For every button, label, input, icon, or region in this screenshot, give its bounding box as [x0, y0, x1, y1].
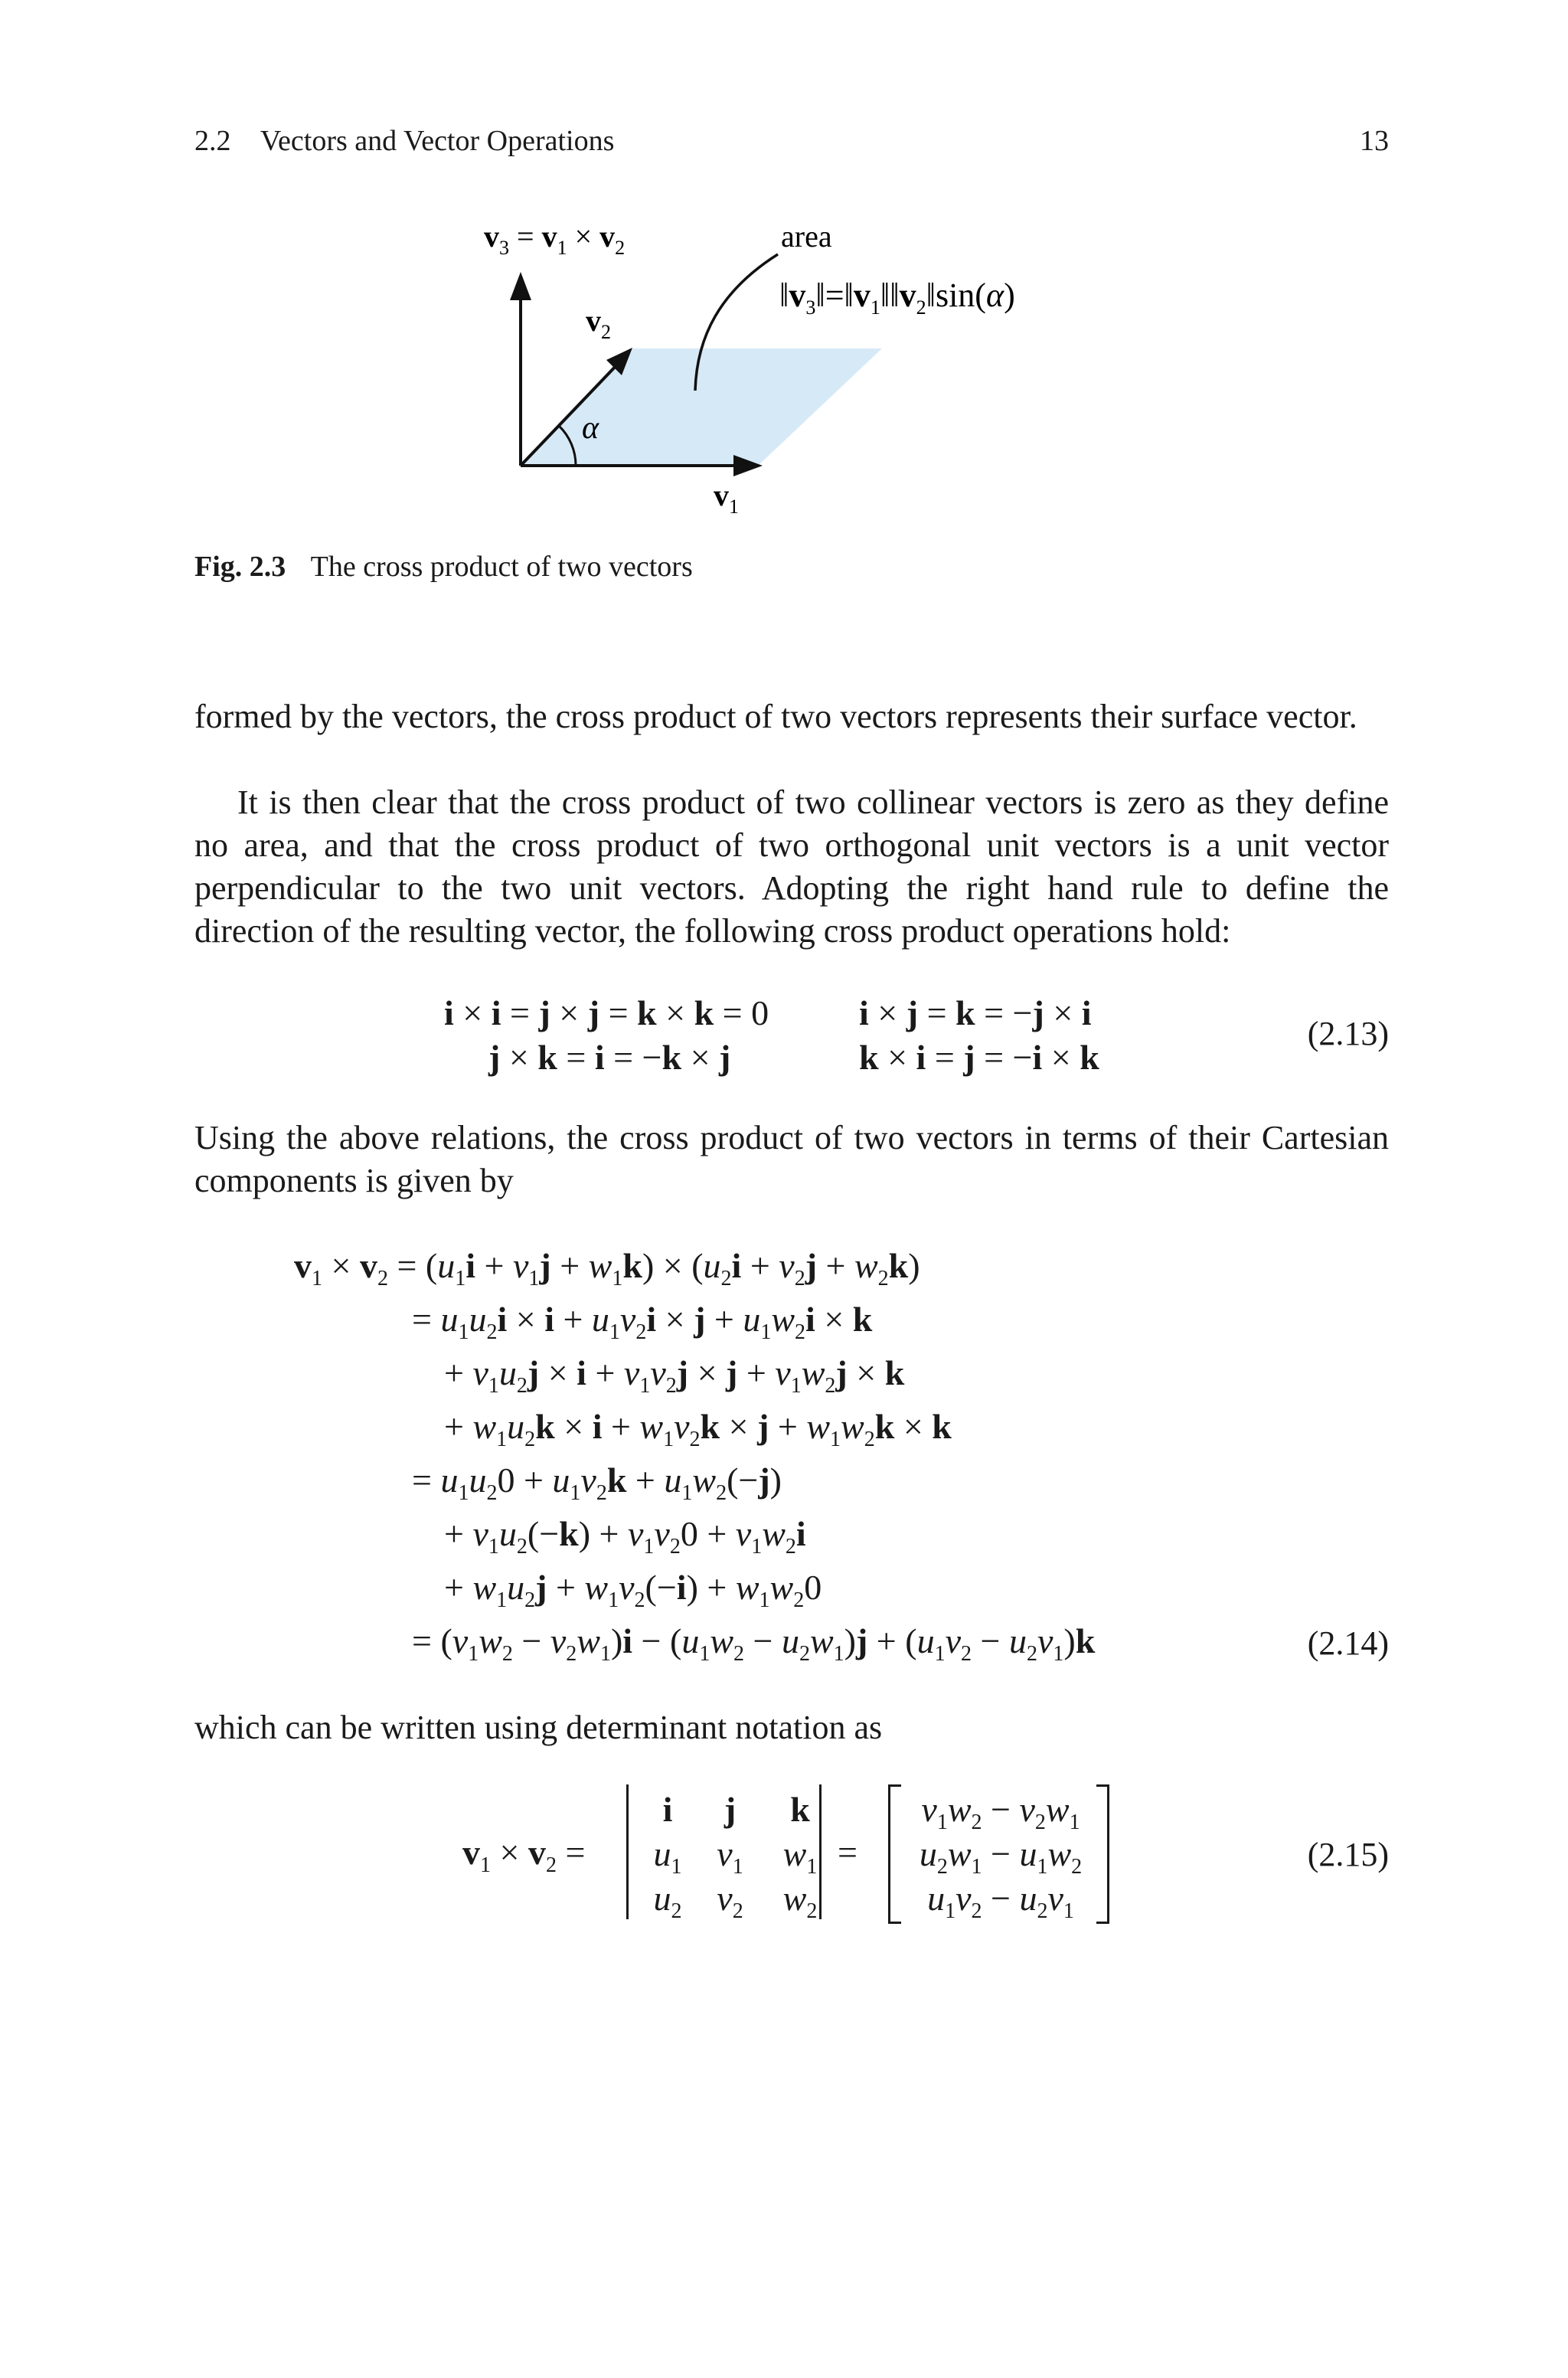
- section-number: 2.2: [194, 125, 231, 157]
- v3-label: $v_3 = v_1 \times v_2$: [484, 219, 626, 259]
- v2-label: $v_2$: [586, 303, 611, 343]
- equation-2-13-row-2: j × k = i = −k × j: [488, 1038, 731, 1077]
- area-formula: $‖v_3‖=‖v_1‖‖v_2‖\sin(\alpha)$: [779, 276, 1015, 319]
- page-number: 13: [1360, 125, 1389, 157]
- equation-number-2-15: (2.15): [1307, 1836, 1389, 1873]
- determinant-row-3: $u_2$ $v_2$ $w_2$: [653, 1879, 818, 1924]
- alpha-label: α: [582, 411, 599, 446]
- paragraph-1: formed by the vectors, the cross product of two vectors represents their surface vector.: [194, 698, 1357, 735]
- equation-number-2-14: (2.14): [1307, 1624, 1389, 1662]
- equation-2-14-line-7: + $w_1u_2j + w_1v_2(-i) + w_1w_20$: [444, 1568, 822, 1613]
- v3-arrowhead: [510, 272, 531, 300]
- figure-caption-text: The cross product of two vectors: [310, 551, 693, 583]
- equation-2-14-line-2: = $u_1u_2i \times i + u_1v_2i \times j + u_1w_2i \times k$: [412, 1300, 873, 1345]
- equation-2-14-line-1: $v_1 \times v_2 = (u_1i + v_1j + w_1k) \times (u_2i + v_2j + w_2k)$: [294, 1246, 920, 1291]
- matrix-row-2: $u_2w_1 - u_1w_2$: [919, 1834, 1083, 1879]
- matrix-right-bracket: [1096, 1784, 1109, 1924]
- equation-2-14-line-4: + $w_1u_2k \times i + w_1v_2k \times j + w_1w_2k \times k$: [444, 1407, 952, 1452]
- equation-number-2-13: (2.13): [1307, 1015, 1389, 1052]
- paragraph-4: which can be written using determinant notation as: [194, 1709, 883, 1746]
- equation-2-14-line-8: = $(v_1w_2 - v_2w_1)i - (u_1w_2 - u_2w_1)j + (u_1v_2 - u_2v_1)k$: [412, 1621, 1096, 1667]
- determinant-left-bar: [626, 1784, 629, 1919]
- paragraph-2: It is then clear that the cross product of two collinear vectors is zero as they define no area, and that the cross product of two orthogonal unit vectors is a unit vector perpendicular to the two unit vectors. Adopting the right hand rule to define the direction of the resulting vector, the following cross product operations hold:: [194, 783, 1389, 950]
- figure-label: Fig. 2.3: [194, 551, 286, 583]
- determinant-row-1: i j k: [662, 1790, 810, 1829]
- section-title: Vectors and Vector Operations: [260, 125, 615, 157]
- paragraph-3: Using the above relations, the cross product of two vectors in terms of their Cartesian components is given by: [194, 1119, 1389, 1199]
- matrix-row-3: $u_1v_2 - u_2v_1$: [927, 1879, 1074, 1924]
- equation-2-14-line-6: + $v_1u_2(-k) + v_1v_20 + v_1w_2i$: [444, 1514, 806, 1559]
- matrix-left-bracket: [888, 1784, 901, 1924]
- running-header: [194, 124, 614, 158]
- v1-label: $v_1$: [714, 478, 739, 518]
- figure-caption: [194, 550, 693, 584]
- equation-2-13-row-1b: i × j = k = −j × i: [859, 993, 1092, 1032]
- equation-2-14-line-5: = $u_1u_20 + u_1v_2k + u_1w_2(-j)$: [412, 1460, 782, 1506]
- determinant-row-2: $u_1$ $v_1$ $w_1$: [653, 1834, 818, 1879]
- area-label: area: [781, 219, 832, 254]
- equation-2-15-equals: =: [838, 1833, 858, 1872]
- equation-2-13-row-1: i × i = j × j = k × k = 0: [444, 993, 769, 1032]
- cross-product-figure: [429, 199, 1164, 536]
- equation-2-14-line-3: + $v_1u_2j \times i + v_1v_2j \times j + v_1w_2j \times k$: [444, 1353, 905, 1398]
- equation-2-13-row-2b: k × i = j = −i × k: [859, 1038, 1099, 1077]
- equation-2-15-lhs: $v_1 \times v_2$ =: [462, 1833, 586, 1878]
- matrix-row-1: $v_1w_2 - v_2w_1$: [921, 1790, 1080, 1835]
